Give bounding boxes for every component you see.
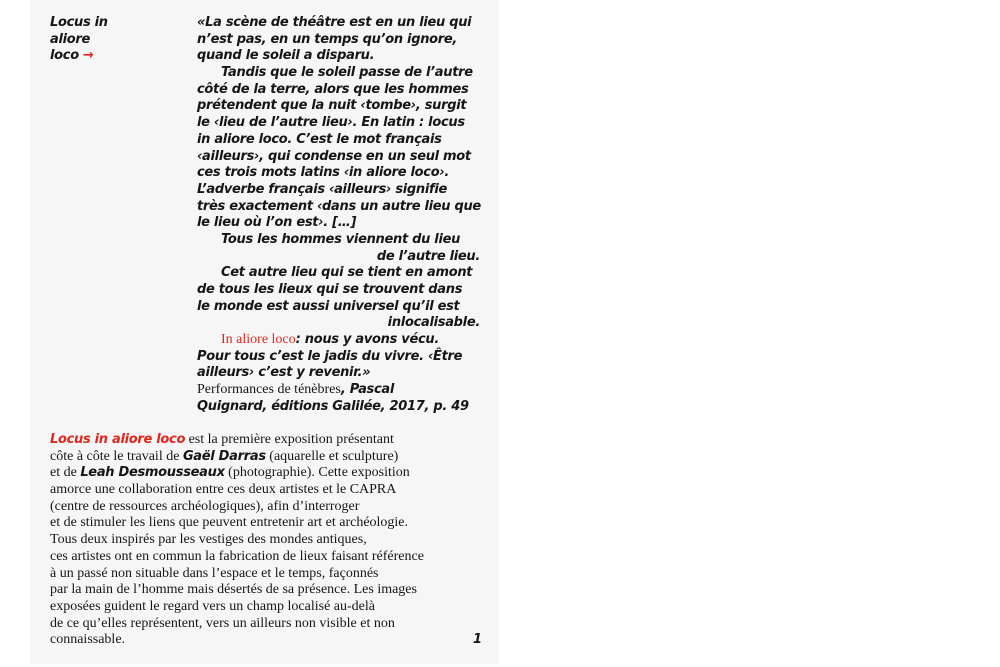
quote-source-line: Quignard, éditions Galilée, 2017, p. 49: [197, 398, 469, 414]
quote-line: ‹ailleurs›, qui condense en un seul mot: [197, 148, 471, 164]
quote-line: [197, 332, 480, 349]
body-line: amorce une collaboration entre ces deux artistes et le CAPRA: [50, 482, 397, 498]
artist-name: Leah Desmousseaux: [80, 465, 225, 481]
body-line: connaissable.: [50, 632, 126, 648]
quote-line: ailleurs› c’est y revenir.»: [197, 365, 371, 381]
body-line: (centre de ressources archéologiques), afin d’interroger: [50, 498, 360, 514]
quote-line: le ‹lieu de l’autre lieu›. En latin : locus: [197, 115, 465, 131]
body-line: exposées guident le regard vers un champ localisé au-delà: [50, 598, 375, 614]
page-number: 1: [473, 632, 482, 647]
title-line-1: Locus in: [50, 15, 108, 30]
quote-line: le monde est aussi universel qu’il est: [197, 298, 460, 314]
quotation-block: [197, 15, 480, 416]
quote-line: de tous les lieux qui se trouvent dans: [197, 282, 463, 297]
body-line: [50, 432, 490, 449]
quote-line: Cet autre lieu qui se tient en amont: [221, 265, 473, 281]
arrow-right-icon: →: [82, 48, 94, 64]
exhibition-title: [50, 15, 108, 65]
document-page: [30, 0, 499, 664]
body-line-text: (aquarelle et sculpture): [265, 448, 399, 464]
title-line-2: aliore: [50, 31, 91, 47]
body-line-text: (photographie). Cette exposition: [224, 465, 410, 481]
quote-line: Tandis que le soleil passe de l’autre: [221, 65, 473, 81]
quote-latin-red: In aliore loco: [221, 332, 296, 348]
quote-line: ces trois mots latins ‹in aliore loco›.: [197, 165, 450, 181]
artist-name: Gaël Darras: [182, 448, 266, 464]
body-line: [50, 449, 490, 466]
exhibition-name-red: Locus in aliore loco: [50, 432, 186, 447]
quote-line: le lieu où l’on est›. […]: [197, 215, 357, 231]
title-line-3-text: loco: [50, 48, 79, 64]
body-line: à un passé non situable dans l’espace et le temps, façonnés: [50, 565, 379, 581]
body-line: ces artistes ont en commun la fabrication de lieux faisant référence: [50, 548, 424, 564]
title-line-3: [50, 48, 108, 65]
quote-line: Pour tous c’est le jadis du vivre. ‹Être: [197, 348, 463, 364]
quote-line-rest: : nous y avons vécu.: [295, 332, 439, 348]
quote-line: n’est pas, en un temps qu’on ignore,: [197, 31, 458, 47]
body-line-text: est la première exposition présentant: [185, 432, 394, 447]
body-line-text: et de: [50, 465, 81, 481]
exhibition-description: [50, 432, 490, 649]
body-line: de ce qu’elles représentent, vers un ailleurs non visible et non: [50, 615, 395, 631]
quote-line: «La scène de théâtre est en un lieu qui: [197, 15, 472, 30]
quote-line: très exactement ‹dans un autre lieu que: [197, 198, 481, 214]
quote-line: inlocalisable.: [387, 315, 480, 331]
body-line: et de stimuler les liens que peuvent entretenir art et archéologie.: [50, 515, 409, 531]
quote-line: quand le soleil a disparu.: [197, 48, 375, 64]
quote-line: in aliore loco. C’est le mot français: [197, 131, 442, 147]
body-line: [50, 465, 490, 482]
body-line: par la main de l’homme mais désertés de sa présence. Les images: [50, 582, 417, 598]
quote-line: prétendent que la nuit ‹tombe›, surgit: [197, 98, 467, 114]
quote-line: côté de la terre, alors que les hommes: [197, 81, 469, 97]
body-line-text: côte à côte le travail de: [50, 448, 183, 464]
quote-line: de l’autre lieu.: [376, 248, 480, 264]
source-book-title: Performances de ténèbres: [197, 382, 341, 398]
body-line: Tous deux inspirés par les vestiges des mondes antiques,: [50, 532, 367, 548]
source-author: , Pascal: [340, 382, 395, 398]
quote-source-line: [197, 382, 480, 399]
quote-line: L’adverbe français ‹ailleurs› signifie: [197, 181, 448, 197]
quote-line: Tous les hommes viennent du lieu: [221, 231, 461, 247]
